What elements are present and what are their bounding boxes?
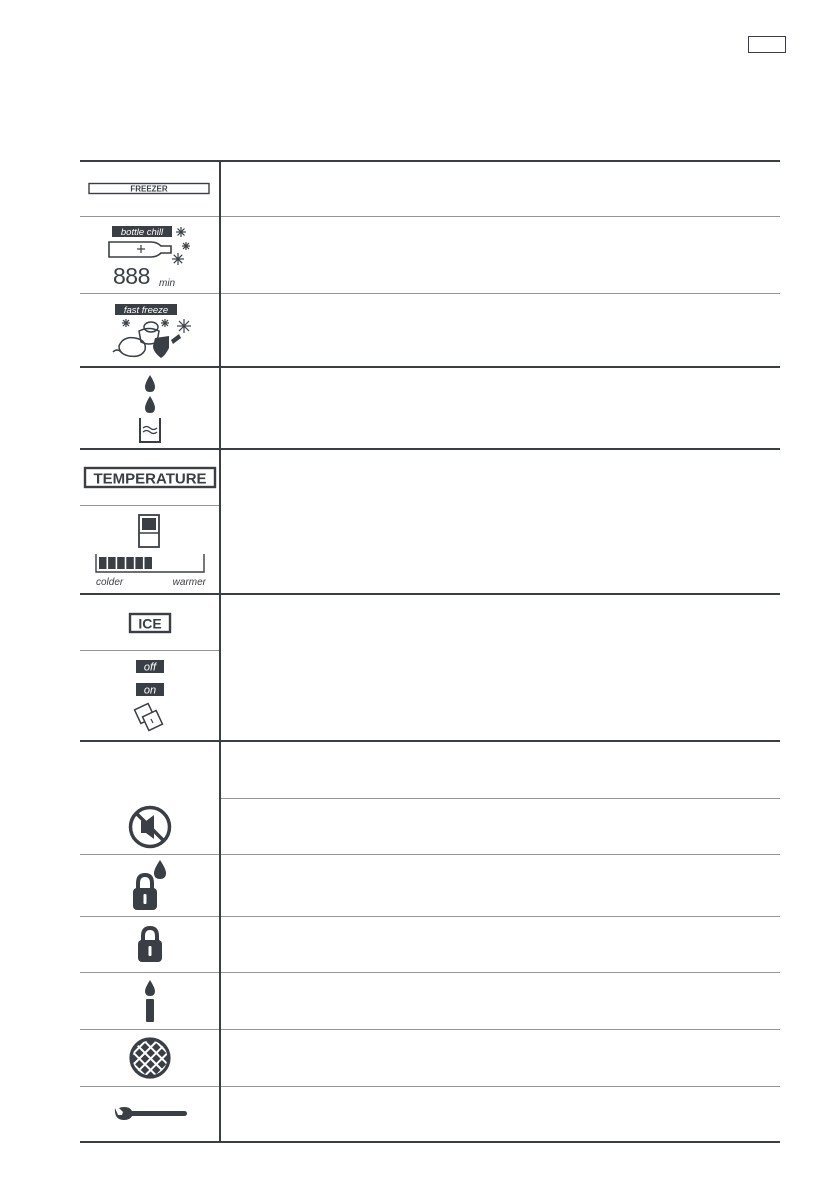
ice-off-label: off: [143, 661, 156, 673]
temperature-scale-cell: [80, 506, 219, 593]
temp-warmer-label: warmer: [172, 576, 206, 588]
child-lock-cell: [80, 917, 219, 972]
padlock-icon: [135, 925, 165, 965]
bottle-chill-cell: [80, 218, 219, 293]
mute-cell: [80, 799, 219, 854]
bottle-snowflake-icon: [105, 221, 195, 291]
freezer-cell: [80, 162, 219, 216]
temperature-level-segment: [135, 557, 143, 569]
wrench-icon: [112, 1104, 188, 1124]
temperature-level-segment: [144, 557, 152, 569]
temperature-level-bar: [99, 557, 152, 569]
page-number-box: [748, 36, 786, 53]
fast-freeze-cell: [80, 294, 219, 366]
temperature-label: TEMPERATURE: [92, 470, 207, 487]
water-cell: [80, 368, 219, 448]
bottle-chill-digits: 888: [112, 262, 150, 289]
temperature-cell: [80, 450, 219, 505]
temperature-level-segment: [126, 557, 134, 569]
ice-cubes-icon: [130, 654, 170, 738]
ice-cell: [80, 595, 219, 650]
candle-icon: [140, 978, 160, 1024]
temperature-level-segment: [117, 557, 125, 569]
bottle-chill-label: bottle chill: [120, 226, 163, 238]
water-dispenser-icon: [130, 372, 170, 444]
ice-label: ICE: [137, 615, 162, 631]
fridge-compartment-icon: [94, 511, 206, 589]
bottle-chill-unit: min: [158, 277, 175, 289]
row-divider: [219, 798, 780, 799]
temperature-label-icon: [83, 466, 217, 490]
food-snowflake-icon: [105, 296, 195, 364]
temperature-level-segment: [99, 557, 107, 569]
ice-on-label: on: [143, 684, 156, 696]
column-divider: [219, 160, 221, 1143]
temp-colder-label: colder: [95, 576, 123, 588]
dispenser-lock-cell: [80, 855, 219, 916]
freezer-label: FREEZER: [129, 184, 168, 194]
temperature-level-segment: [108, 557, 116, 569]
speaker-muted-icon: [127, 804, 173, 850]
freezer-label-icon: [88, 182, 212, 196]
ice-label-icon: [128, 612, 172, 634]
row-divider: [80, 216, 780, 217]
filter-mesh-icon: [128, 1036, 172, 1080]
control-panel-icon-table: [80, 160, 780, 1143]
sabbath-cell: [80, 973, 219, 1029]
ice-modes-cell: [80, 651, 219, 740]
filter-cell: [80, 1030, 219, 1086]
table-bottom-border: [80, 1141, 780, 1143]
service-cell: [80, 1087, 219, 1141]
fast-freeze-label: fast freeze: [123, 304, 168, 316]
water-lock-icon: [130, 858, 170, 914]
group-divider: [80, 740, 780, 742]
